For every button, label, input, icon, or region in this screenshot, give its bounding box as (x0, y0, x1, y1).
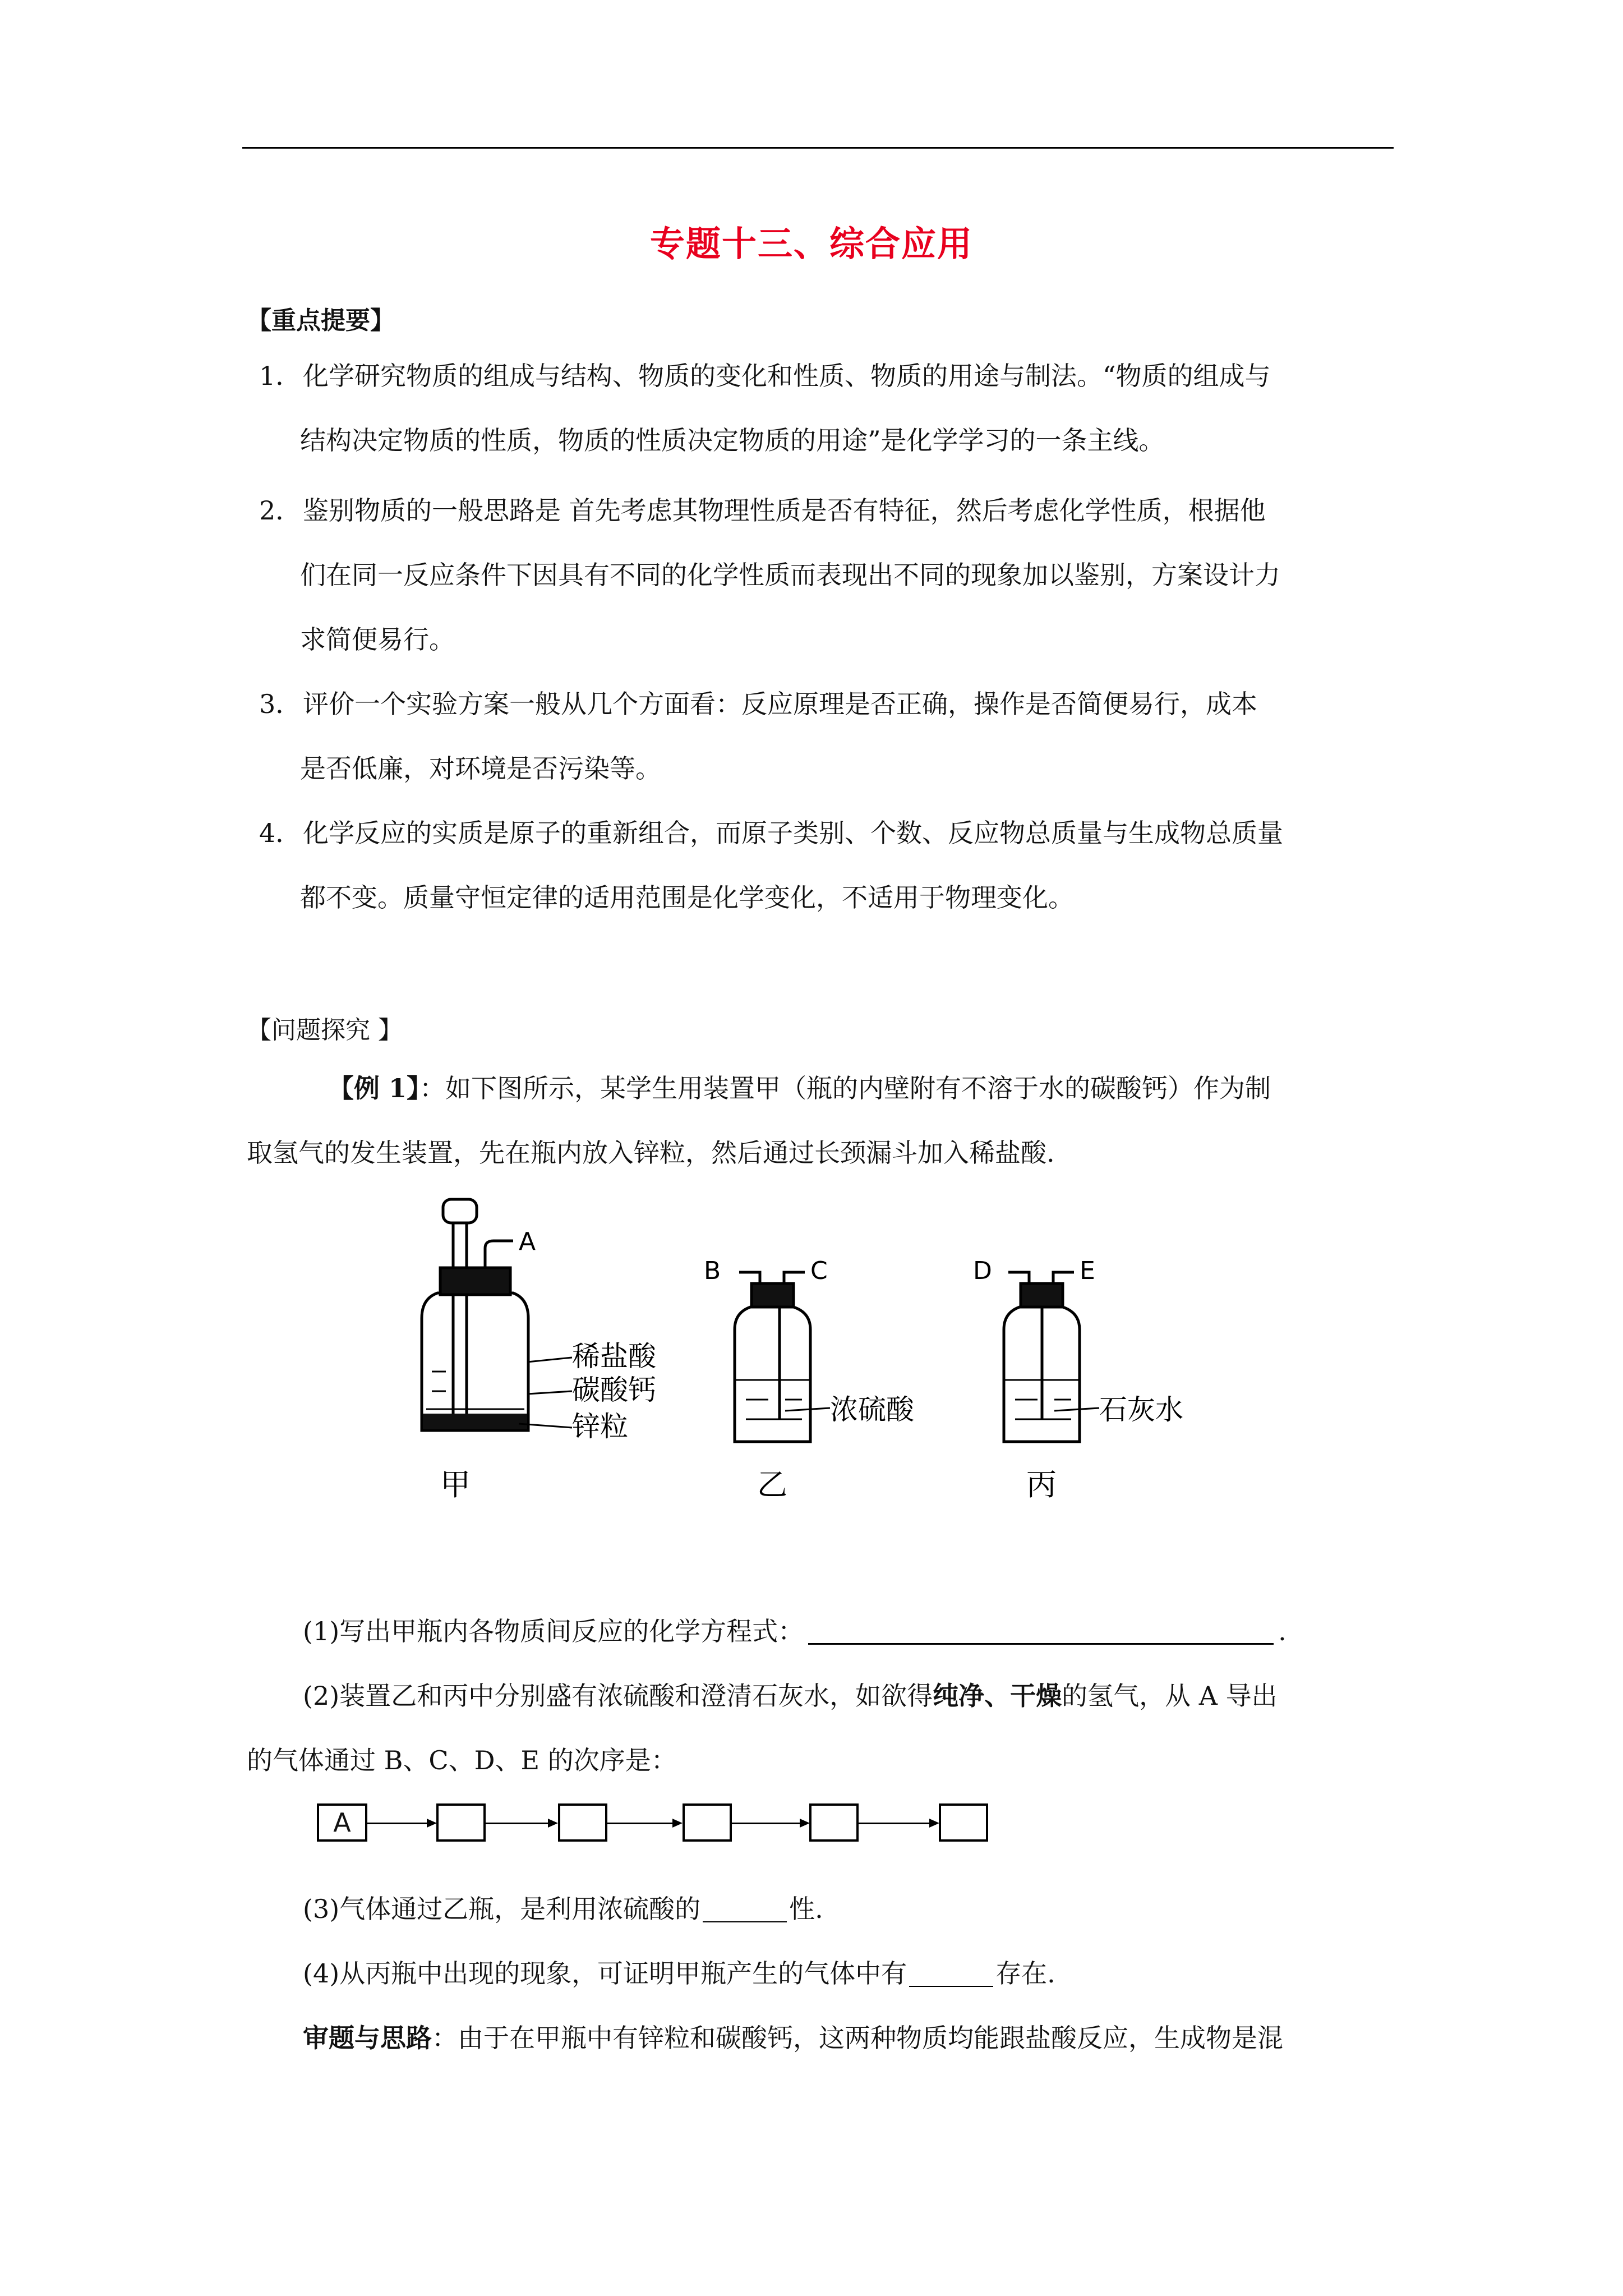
jia-label-acid: 稀盐酸 (572, 1340, 656, 1373)
bottle-bing (1004, 1272, 1080, 1442)
bottle-jia (422, 1199, 528, 1430)
bottle-yi (735, 1272, 810, 1442)
flow-box-1[interactable] (436, 1803, 486, 1842)
example-label: 【例 1】 (328, 1073, 420, 1103)
example-1-line-1: 【例 1】：如下图所示，某学生用装置甲（瓶的内壁附有不溶于水的碳酸钙）作为制 (328, 1073, 1271, 1103)
flow-box-2[interactable] (558, 1803, 607, 1842)
label-b: B (704, 1257, 721, 1285)
apparatus-figure (387, 1189, 1295, 1503)
section-explore: 【问题探究 】 (247, 1016, 403, 1045)
caption-yi: 乙 (757, 1467, 787, 1502)
jia-label-zinc: 锌粒 (572, 1410, 628, 1443)
flow-box-3[interactable] (683, 1803, 732, 1842)
caption-jia: 甲 (440, 1467, 471, 1502)
question-4: (4)从丙瓶中出现的现象，可证明甲瓶产生的气体中有 存在. (303, 1958, 1055, 1989)
analysis-label: 审题与思路 (303, 2023, 432, 2053)
document-page: 专题十三、综合应用 【重点提要】 1． 化学研究物质的组成与结构、物质的变化和性质、物质的用途与制法。“物质的组成与 结构决定物质的性质，物质的性质决定物质的用途”是化学学习的一条主线。 2． 鉴别物质的一般思路是 首先考虑其物理性质是否有特征，然后考虑化学性质，根据他 们在同一反应条件下因具有不同的化学性质而表现出不同的现象加以鉴别，方案设计力 求简便易行。 3． 评价一个实验方案一般从几个方面看：反应原理是否正确，操作是否简便易行，成本 是否低廉，对环境是否污染等。 4． 化学反应的实质是原子的重新组合，而原子类别、个数、反应物总质量与生成物总质量 都不变。质量守恒定律的适用范围是化学变化，不适用于物理变化。 【问题探究 】 【例 1】：如下图所示，某学生用装置甲（瓶的内壁附有不溶于水的碳酸钙）作为制 取氢气的发生装置，先在瓶内放入锌粒，然后通过长颈漏斗加入稀盐酸. A 稀盐酸 碳酸钙 锌粒 甲 B C 浓硫酸 乙 D E 石灰水 丙 (1)写出甲瓶内各物质间反应的化学方程式： . (2)装置乙和丙中分别盛有浓硫酸和澄清石灰水，如欲得纯净、干燥的氢气，从 A 导出 的气体通过 B、C、D、E 的次序是： A (3)气体通过乙瓶，是利用浓硫酸的 性. (4)从丙瓶中出现的现象，可证明甲瓶产生的气体中有 存在. 审题与思路：由于在甲瓶中有锌粒和碳酸钙，这两种物质均能跟盐酸反应，生成物是混 (0, 0, 1623, 2296)
analysis-line: 审题与思路：由于在甲瓶中有锌粒和碳酸钙，这两种物质均能跟盐酸反应，生成物是混 (303, 2023, 1283, 2053)
flow-box-a: A (317, 1803, 367, 1842)
question-3: (3)气体通过乙瓶，是利用浓硫酸的 性. (303, 1894, 823, 1924)
question-1: (1)写出甲瓶内各物质间反应的化学方程式： . (303, 1616, 1287, 1646)
section-key-points: 【重点提要】 (247, 306, 395, 335)
caption-bing: 丙 (1026, 1467, 1057, 1502)
flow-box-5[interactable] (939, 1803, 988, 1842)
answer-blank-equation[interactable] (808, 1621, 1274, 1645)
example-1-line-2: 取氢气的发生装置，先在瓶内放入锌粒，然后通过长颈漏斗加入稀盐酸. (247, 1138, 1055, 1168)
answer-blank-property[interactable] (703, 1899, 787, 1922)
label-d: D (973, 1257, 992, 1285)
label-c: C (810, 1257, 828, 1285)
question-2-line-1: (2)装置乙和丙中分别盛有浓硫酸和澄清石灰水，如欲得纯净、干燥的氢气，从 A 导出 (303, 1681, 1278, 1711)
flow-box-4[interactable] (809, 1803, 859, 1842)
jia-label-caco3: 碳酸钙 (572, 1374, 656, 1406)
page-title: 专题十三、综合应用 (649, 223, 973, 264)
flow-arrow-1 (367, 1823, 435, 1824)
question-2-line-2: 的气体通过 B、C、D、E 的次序是： (247, 1745, 677, 1775)
yi-label: 浓硫酸 (830, 1393, 914, 1426)
answer-blank-gas[interactable] (909, 1963, 993, 1987)
flow-arrow-4 (732, 1823, 808, 1824)
bing-label: 石灰水 (1099, 1393, 1183, 1426)
label-a: A (519, 1227, 536, 1256)
header-rule (242, 147, 1394, 149)
label-e: E (1080, 1257, 1095, 1285)
flow-arrow-5 (859, 1823, 937, 1824)
flow-arrow-2 (486, 1823, 556, 1824)
flow-arrow-3 (607, 1823, 680, 1824)
